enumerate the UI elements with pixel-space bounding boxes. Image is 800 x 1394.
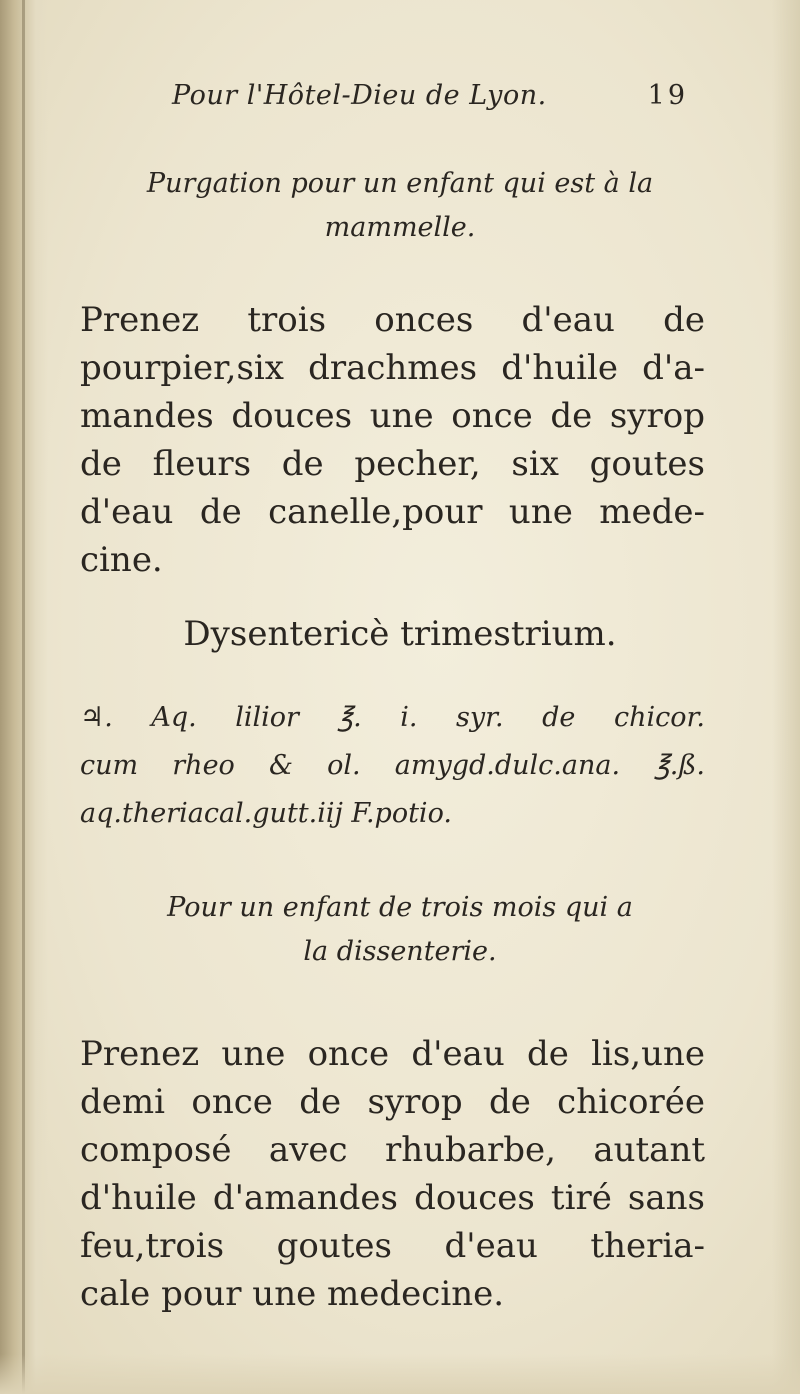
heading-line: Purgation pour un enfant qui est à la — [146, 168, 654, 199]
paragraph-line: d'huile d'amandes douces tiré sans — [80, 1178, 705, 1218]
paragraph-line: cale pour une medecine. — [80, 1274, 505, 1314]
paragraph-line: feu,trois goutes d'eau theria- — [80, 1226, 705, 1266]
section-heading-purgation — [80, 162, 720, 250]
page-bottom-edge — [0, 1354, 800, 1394]
paragraph-line: mandes douces une once de syrop — [80, 396, 705, 436]
paragraph-line: d'eau de canelle,pour une mede- — [80, 492, 705, 532]
binding-edge — [22, 0, 25, 1394]
paragraph-purgation — [80, 296, 705, 584]
paragraph-line: Prenez une once d'eau de lis,une — [80, 1034, 705, 1074]
paragraph-line: de fleurs de pecher, six goutes — [80, 444, 705, 484]
paragraph-line: cine. — [80, 540, 163, 580]
running-head — [172, 80, 702, 120]
heading-line: la dissenterie. — [303, 936, 497, 967]
paragraph-dissenterie — [80, 1030, 705, 1318]
page-right-edge — [772, 0, 800, 1394]
recipe-line: cum rheo & ol. amygd.dulc.ana. ℥.ß. — [80, 750, 705, 781]
paragraph-line: composé avec rhubarbe, autant — [80, 1130, 705, 1170]
page-number: 19 — [647, 80, 688, 111]
recipe-line: ♃. Aq. lilior ℥. i. syr. de chicor. — [80, 702, 705, 733]
running-head-title: Pour l'Hôtel-Dieu de Lyon. — [172, 80, 547, 111]
paragraph-line: pourpier,six drachmes d'huile d'a- — [80, 348, 705, 388]
latin-recipe — [80, 694, 705, 838]
recipe-line: aq.theriacal.gutt.iij F.potio. — [80, 798, 452, 829]
paragraph-line: Prenez trois onces d'eau de — [80, 300, 705, 340]
section-title-dysenterice: Dysentericè trimestrium. — [183, 614, 617, 654]
heading-line: Pour un enfant de trois mois qui a — [167, 892, 633, 923]
paragraph-line: demi once de syrop de chicorée — [80, 1082, 705, 1122]
section-heading-dissenterie — [80, 886, 720, 974]
heading-line: mammelle. — [324, 212, 476, 243]
